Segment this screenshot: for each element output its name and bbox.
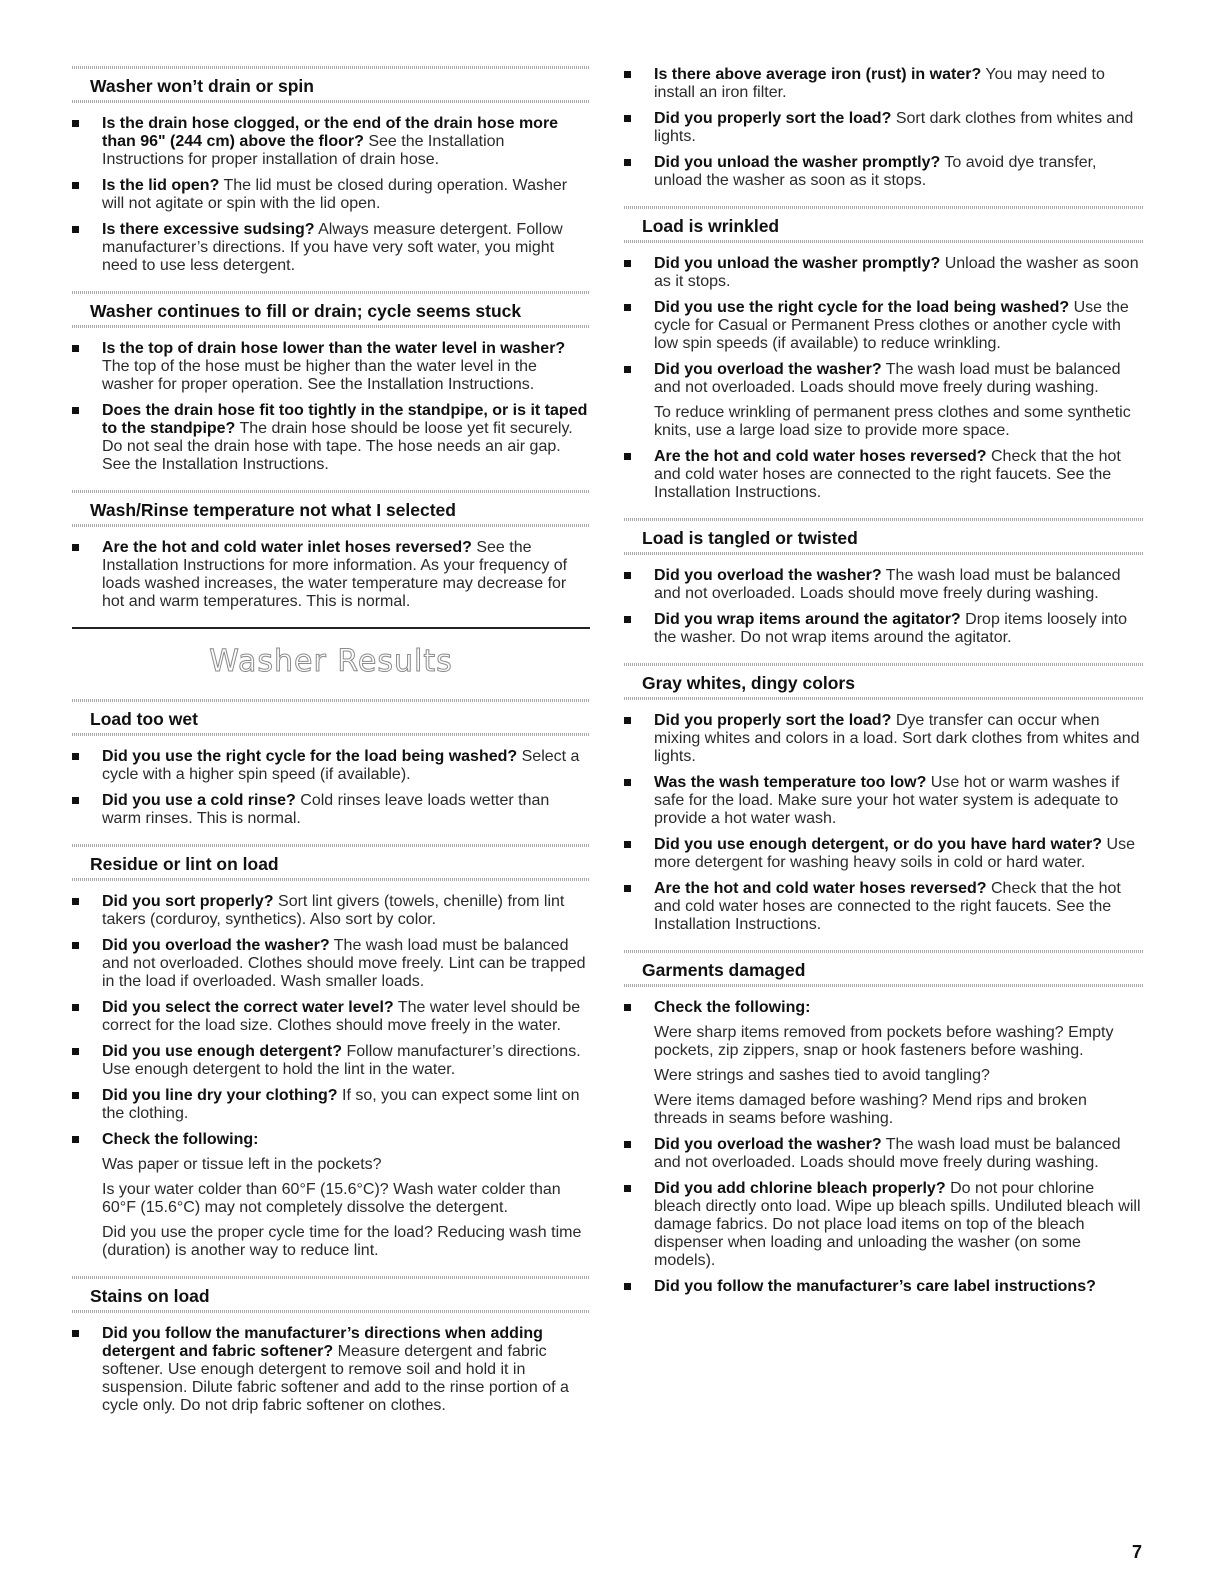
right-column [624, 66, 1144, 1312]
bullet-square-icon [72, 1136, 79, 1143]
troubleshooting-section [72, 1276, 590, 1415]
bullet-square-icon [72, 942, 79, 949]
sub-paragraph: Was paper or tissue left in the pockets? [102, 1156, 382, 1173]
sub-paragraph: Is your water colder than 60°F (15.6°C)? Wash water colder than 60°F (15.6°C) may not completely dissolve the detergent. [102, 1181, 561, 1216]
left-sections-bottom [72, 699, 590, 1415]
troubleshooting-section [624, 518, 1144, 647]
bullet-square-icon [624, 1141, 631, 1148]
bullet-square-icon [624, 616, 631, 623]
list-item [624, 712, 1144, 766]
right-sections [624, 206, 1144, 1296]
answer-text: See the Installation Instructions for proper installation of drain hose. [102, 133, 505, 168]
continued-item-list [624, 66, 1144, 190]
list-item [72, 893, 590, 929]
item-list [624, 255, 1144, 502]
list-item [624, 836, 1144, 872]
bullet-square-icon [624, 260, 631, 267]
answer-text: The lid must be closed during operation. Washer will not agitate or spin with the lid open. [102, 177, 568, 212]
bullet-square-icon [624, 159, 631, 166]
question-text: Was the wash temperature too low? [654, 774, 927, 791]
troubleshooting-section [624, 663, 1144, 934]
bullet-square-icon [624, 1283, 631, 1290]
answer-text: Do not pour chlorine bleach directly onto load. Wipe up bleach spills. Undiluted bleach will damage fabrics. Do not place load items on top of the bleach dispenser when loading and unloading the washer (on some models). [654, 1180, 1141, 1269]
left-sections-top [72, 66, 590, 611]
troubleshooting-section [624, 206, 1144, 502]
troubleshooting-section [72, 699, 590, 828]
bullet-square-icon [72, 1092, 79, 1099]
bullet-square-icon [624, 366, 631, 373]
washer-results-heading: Washer Results [209, 644, 453, 679]
item-list [72, 115, 590, 275]
question-text: Did you use the right cycle for the load being washed? [654, 299, 1070, 316]
question-text: Are the hot and cold water hoses reversed? [654, 448, 987, 465]
answer-text: The wash load must be balanced and not overloaded. Loads should move freely during washing. [654, 567, 1121, 602]
answer-text: Sort dark clothes from whites and lights. [654, 110, 1134, 145]
sub-paragraph: Did you use the proper cycle time for the load? Reducing wash time (duration) is another way to reduce lint. [102, 1224, 582, 1259]
section-heading: Washer won’t drain or spin [72, 66, 590, 103]
item-list [624, 999, 1144, 1296]
question-text: Did you follow the manufacturer’s care label instructions? [654, 1278, 1096, 1295]
bullet-square-icon [624, 1004, 631, 1011]
question-text: Did you properly sort the load? [654, 110, 892, 127]
bullet-square-icon [72, 753, 79, 760]
answer-text: The top of the hose must be higher than the water level in the washer for proper operation. See the Installation Instructions. [102, 358, 537, 393]
troubleshooting-section [72, 66, 590, 275]
answer-text: Cold rinses leave loads wetter than warm rinses. This is normal. [102, 792, 550, 827]
list-item [72, 1131, 590, 1260]
bullet-square-icon [72, 797, 79, 804]
section-heading: Gray whites, dingy colors [624, 663, 1144, 700]
list-item [624, 999, 1144, 1128]
list-item [72, 1087, 590, 1123]
list-item [624, 1180, 1144, 1270]
item-list [624, 712, 1144, 934]
list-item [624, 880, 1144, 934]
question-text: Are the hot and cold water hoses reversed? [654, 880, 987, 897]
question-text: Did you use the right cycle for the load being washed? [102, 748, 518, 765]
bullet-square-icon [72, 898, 79, 905]
page-number: 7 [1131, 1542, 1142, 1562]
bullet-square-icon [624, 304, 631, 311]
troubleshooting-section [72, 490, 590, 611]
question-text: Did you overload the washer? [654, 361, 882, 378]
answer-text: Always measure detergent. Follow manufacturer’s directions. If you have very soft water, you might need to use less detergent. [102, 221, 563, 274]
list-item [72, 1043, 590, 1079]
question-text: Did you overload the washer? [102, 937, 330, 954]
bullet-square-icon [72, 182, 79, 189]
troubleshooting-section [624, 950, 1144, 1296]
bullet-square-icon [72, 120, 79, 127]
list-item [72, 340, 590, 394]
question-text: Did you add chlorine bleach properly? [654, 1180, 946, 1197]
list-item [624, 448, 1144, 502]
list-item [72, 748, 590, 784]
section-heading: Load too wet [72, 699, 590, 736]
bullet-square-icon [72, 226, 79, 233]
list-item [72, 221, 590, 275]
item-list [624, 567, 1144, 647]
question-text: Is there above average iron (rust) in water? [654, 66, 982, 83]
list-item [624, 255, 1144, 291]
answer-text: To avoid dye transfer, unload the washer as soon as it stops. [654, 154, 1097, 189]
answer-text: The water level should be correct for the load size. Clothes should move freely in the water. [102, 999, 581, 1034]
list-item [72, 937, 590, 991]
list-item [624, 154, 1144, 190]
answer-text: Use more detergent for washing heavy soils in cold or hard water. [654, 836, 1135, 871]
section-heading: Load is tangled or twisted [624, 518, 1144, 555]
answer-text: Follow manufacturer’s directions. Use enough detergent to hold the lint in the water. [102, 1043, 581, 1078]
question-text: Did you overload the washer? [654, 1136, 882, 1153]
answer-text: If so, you can expect some lint on the clothing. [102, 1087, 580, 1122]
item-list [72, 748, 590, 828]
answer-text: See the Installation Instructions for more information. As your frequency of loads washed increases, the water temperature may decrease for hot and warm temperatures. This is normal. [102, 539, 568, 610]
bullet-square-icon [624, 717, 631, 724]
troubleshooting-section [72, 291, 590, 474]
question-text: Check the following: [102, 1131, 259, 1148]
bullet-square-icon [72, 407, 79, 414]
question-text: Is the top of drain hose lower than the water level in washer? [102, 340, 566, 357]
question-text: Did you use enough detergent? [102, 1043, 343, 1060]
bullet-square-icon [72, 544, 79, 551]
list-item [72, 999, 590, 1035]
answer-text: Check that the hot and cold water hoses are connected to the right faucets. See the Installation Instructions. [654, 880, 1121, 933]
troubleshooting-section [72, 844, 590, 1260]
question-text: Did you use a cold rinse? [102, 792, 296, 809]
question-text: Did you wrap items around the agitator? [654, 611, 961, 628]
section-heading: Residue or lint on load [72, 844, 590, 881]
list-item [72, 792, 590, 828]
question-text: Is the drain hose clogged, or the end of the drain hose more than 96" (244 cm) above the floor? [102, 115, 559, 150]
list-item [624, 299, 1144, 353]
bullet-square-icon [624, 71, 631, 78]
question-text: Did you unload the washer promptly? [654, 154, 941, 171]
answer-text: You may need to install an iron filter. [654, 66, 1105, 101]
question-text: Did you unload the washer promptly? [654, 255, 941, 272]
washer-results-banner [72, 627, 590, 691]
list-item [624, 1278, 1144, 1296]
question-text: Did you follow the manufacturer’s directions when adding detergent and fabric softener? [102, 1325, 543, 1360]
list-item [72, 539, 590, 611]
list-item [72, 177, 590, 213]
question-text: Did you properly sort the load? [654, 712, 892, 729]
item-list [72, 893, 590, 1260]
sub-paragraph: To reduce wrinkling of permanent press clothes and some synthetic knits, use a large load size to provide more space. [654, 404, 1131, 439]
question-text: Is there excessive sudsing? [102, 221, 315, 238]
bullet-square-icon [624, 1185, 631, 1192]
section-heading: Load is wrinkled [624, 206, 1144, 243]
list-item [72, 1325, 590, 1415]
list-item [624, 774, 1144, 828]
bullet-square-icon [72, 1004, 79, 1011]
answer-text: Check that the hot and cold water hoses are connected to the right faucets. See the Installation Instructions. [654, 448, 1121, 501]
answer-text: The wash load must be balanced and not overloaded. Clothes should move freely. Lint can be trapped in the load if overloaded. Wash smaller loads. [102, 937, 586, 990]
section-heading: Washer continues to fill or drain; cycle seems stuck [72, 291, 590, 328]
bullet-square-icon [72, 345, 79, 352]
sub-paragraph: Were sharp items removed from pockets before washing? Empty pockets, zip zippers, snap or hook fasteners before washing. [654, 1024, 1114, 1059]
list-item [624, 110, 1144, 146]
answer-text: Drop items loosely into the washer. Do not wrap items around the agitator. [654, 611, 1127, 646]
section-heading: Garments damaged [624, 950, 1144, 987]
answer-text: Use the cycle for Casual or Permanent Press clothes or another cycle with low spin speeds (if available) to reduce wrinkling. [654, 299, 1129, 352]
list-item [72, 402, 590, 474]
answer-text: Dye transfer can occur when mixing whites and colors in a load. Sort dark clothes from whites and lights. [654, 712, 1140, 765]
question-text: Check the following: [654, 999, 811, 1016]
bullet-square-icon [624, 841, 631, 848]
list-item [624, 567, 1144, 603]
bullet-square-icon [72, 1048, 79, 1055]
sub-paragraph: Were items damaged before washing? Mend rips and broken threads in seams before washing. [654, 1092, 1087, 1127]
answer-text: Select a cycle with a higher spin speed (if available). [102, 748, 580, 783]
question-text: Did you use enough detergent, or do you have hard water? [654, 836, 1103, 853]
left-column [72, 66, 590, 1431]
question-text: Did you line dry your clothing? [102, 1087, 338, 1104]
list-item [624, 66, 1144, 102]
question-text: Did you select the correct water level? [102, 999, 394, 1016]
bullet-square-icon [72, 1330, 79, 1337]
list-item [624, 1136, 1144, 1172]
list-item [624, 611, 1144, 647]
section-heading: Wash/Rinse temperature not what I selected [72, 490, 590, 527]
answer-text: Sort lint givers (towels, chenille) from lint takers (corduroy, synthetics). Also sort by color. [102, 893, 565, 928]
question-text: Are the hot and cold water inlet hoses reversed? [102, 539, 472, 556]
answer-text: The wash load must be balanced and not overloaded. Loads should move freely during washing. [654, 1136, 1121, 1171]
item-list [72, 1325, 590, 1415]
section-heading: Stains on load [72, 1276, 590, 1313]
answer-text: Use hot or warm washes if safe for the load. Make sure your hot water system is adequate to provide a hot water wash. [654, 774, 1120, 827]
item-list [72, 340, 590, 474]
answer-text: Measure detergent and fabric softener. Use enough detergent to remove soil and hold it in suspension. Dilute fabric softener and add to the rinse portion of a cycle only. Do not drip fabric softener on clothes. [102, 1343, 569, 1414]
answer-text: The wash load must be balanced and not overloaded. Loads should move freely during washing. [654, 361, 1121, 396]
bullet-square-icon [624, 885, 631, 892]
list-item [72, 115, 590, 169]
answer-text: The drain hose should be loose yet fit securely. Do not seal the drain hose with tape. The hose needs an air gap. See the Installation Instructions. [102, 420, 573, 473]
bullet-square-icon [624, 115, 631, 122]
bullet-square-icon [624, 779, 631, 786]
question-text: Is the lid open? [102, 177, 220, 194]
question-text: Does the drain hose fit too tightly in the standpipe, or is it taped to the standpipe? [102, 402, 588, 437]
list-item [624, 361, 1144, 440]
question-text: Did you overload the washer? [654, 567, 882, 584]
bullet-square-icon [624, 453, 631, 460]
bullet-square-icon [624, 572, 631, 579]
question-text: Did you sort properly? [102, 893, 274, 910]
item-list [72, 539, 590, 611]
answer-text: Unload the washer as soon as it stops. [654, 255, 1139, 290]
sub-paragraph: Were strings and sashes tied to avoid tangling? [654, 1067, 990, 1084]
